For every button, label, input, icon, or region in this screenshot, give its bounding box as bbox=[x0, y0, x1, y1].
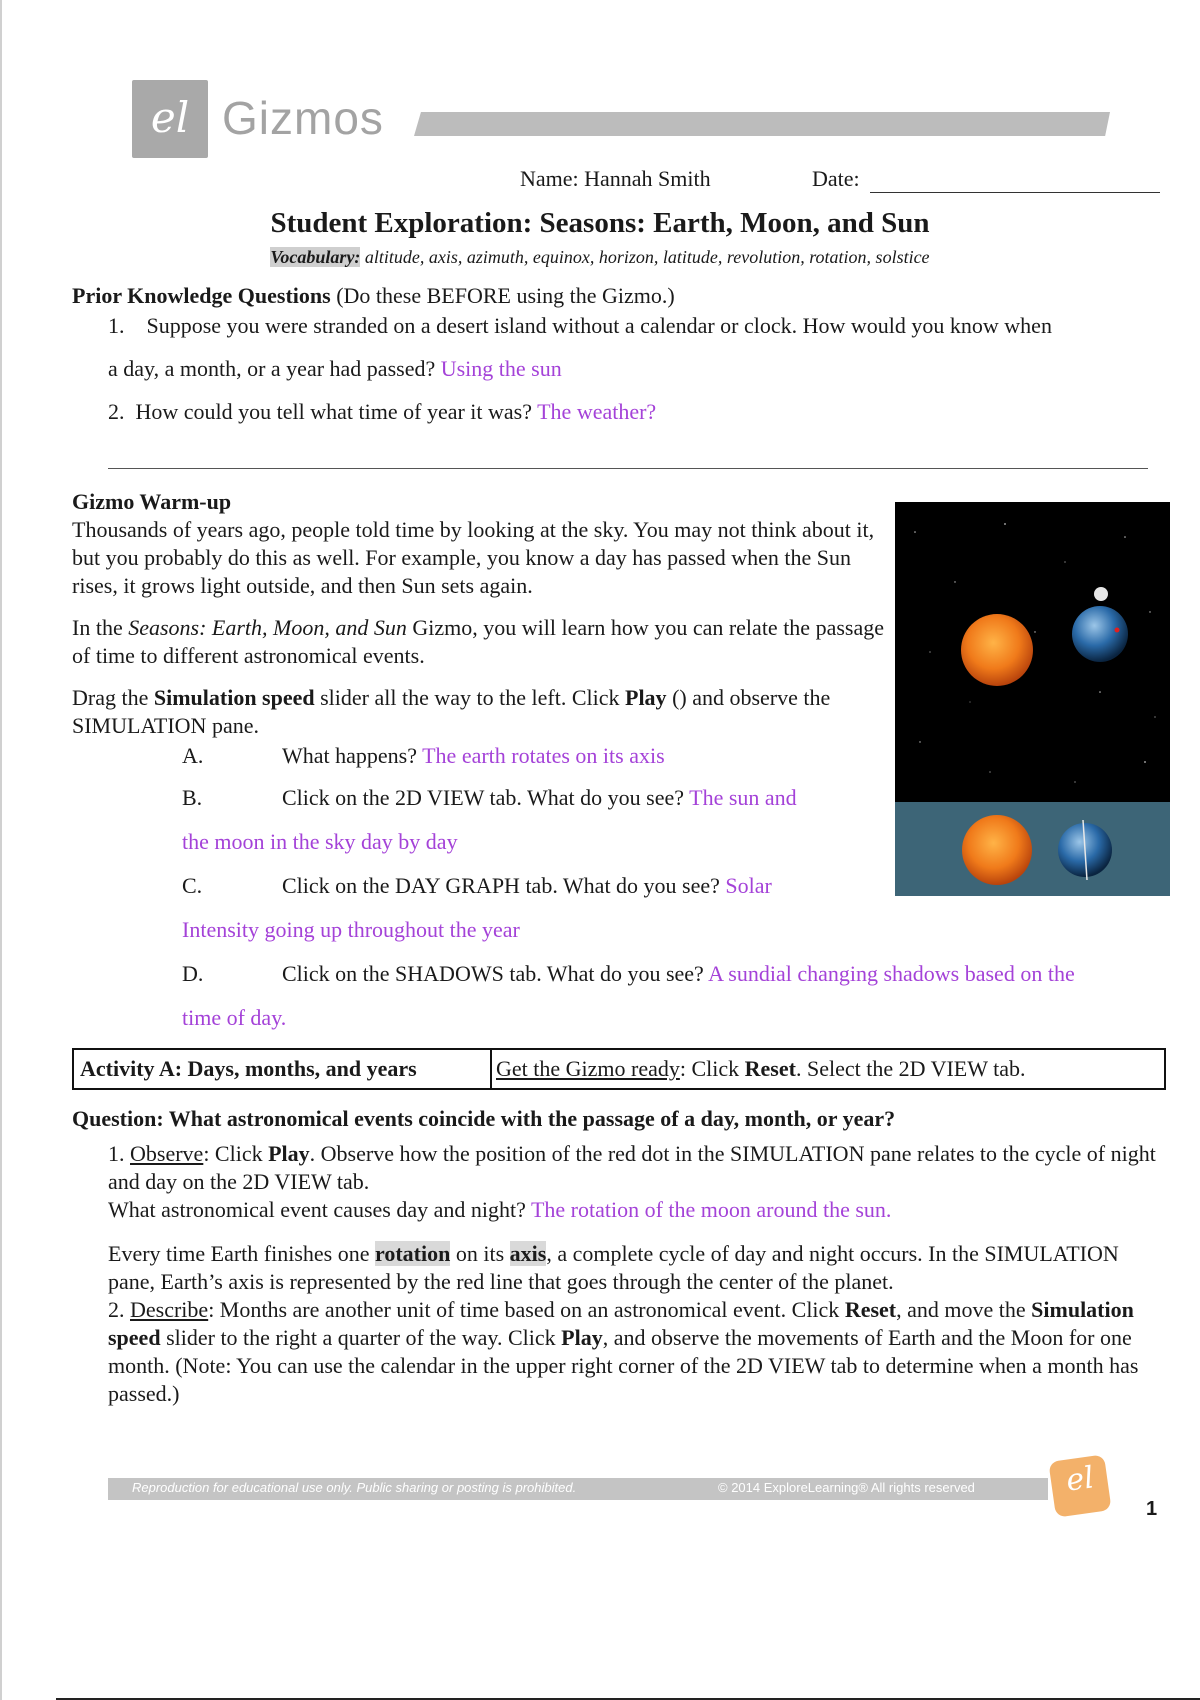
ready-label: Get the Gizmo ready bbox=[496, 1056, 680, 1081]
answer-text-cont[interactable]: the moon in the sky day by day bbox=[182, 829, 458, 854]
question-text: Click on the 2D VIEW tab. What do you see? bbox=[282, 785, 690, 810]
question-text: What happens? bbox=[282, 743, 423, 768]
simulation-image bbox=[895, 502, 1170, 896]
explorelearning-logo-icon: el bbox=[150, 93, 190, 142]
question-heading: Question: What astronomical events coincide with the passage of a day, month, or year? bbox=[72, 1106, 896, 1131]
answer-text[interactable]: A sundial changing shadows based on the bbox=[708, 961, 1075, 986]
warmup-question-a bbox=[282, 742, 665, 770]
question-text: Click on the SHADOWS tab. What do you see? bbox=[282, 961, 709, 986]
question-number: 1. bbox=[108, 1141, 130, 1166]
answer-text[interactable]: Solar bbox=[725, 873, 772, 898]
sun-icon bbox=[961, 614, 1033, 686]
observe-question bbox=[108, 1140, 1168, 1196]
warmup-paragraph-3 bbox=[72, 684, 892, 740]
warmup-question-a-letter: A. bbox=[182, 743, 204, 768]
warmup-heading: Gizmo Warm-up bbox=[72, 489, 232, 514]
warmup-question-d bbox=[282, 960, 1075, 988]
answer-text[interactable]: The sun and bbox=[689, 785, 797, 810]
answer-text[interactable]: The rotation of the moon around the sun. bbox=[530, 1197, 892, 1222]
text: Drag the bbox=[72, 685, 154, 710]
text: In the bbox=[72, 615, 129, 640]
question-text: Suppose you were stranded on a desert island without a calendar or clock. How would you know when bbox=[146, 313, 1052, 338]
observe-answer-line bbox=[108, 1196, 891, 1224]
activity-title: Activity A: Days, months, and years bbox=[80, 1056, 417, 1081]
warmup-question-c bbox=[282, 872, 772, 900]
question-text: What astronomical event causes day and night? bbox=[108, 1197, 531, 1222]
text: , and observe the movements of Earth and the Moon for one month. (Note: You can use the calendar in the upper right corner of the 2D VIEW tab to determine when a month has passed.) bbox=[108, 1325, 1139, 1406]
footer-logo-mark: el bbox=[1064, 1460, 1096, 1499]
vocabulary-label: Vocabulary: bbox=[270, 247, 361, 267]
warmup-question-b bbox=[282, 784, 797, 812]
activity-divider bbox=[490, 1048, 492, 1090]
text: : Click bbox=[679, 1056, 745, 1081]
sun-2d-icon bbox=[962, 815, 1032, 885]
page-number: 1 bbox=[1146, 1498, 1158, 1520]
vocabulary-line bbox=[0, 247, 1200, 268]
date-field-line[interactable] bbox=[870, 192, 1160, 193]
text: () and observe the SIMULATION pane. bbox=[72, 685, 831, 738]
question-number: 2. bbox=[108, 399, 125, 424]
activity-instructions bbox=[496, 1055, 1026, 1083]
header-bar bbox=[414, 112, 1110, 136]
question-text: Click on the DAY GRAPH tab. What do you see? bbox=[282, 873, 726, 898]
describe-label: Describe bbox=[130, 1297, 209, 1322]
text: slider all the way to the left. Click bbox=[314, 685, 625, 710]
describe-question bbox=[108, 1296, 1168, 1408]
gizmo-name: Seasons: Earth, Moon, and Sun bbox=[128, 615, 407, 640]
date-label: Date: bbox=[812, 166, 860, 191]
reset-label: Reset bbox=[744, 1056, 796, 1081]
earth-icon bbox=[1072, 606, 1128, 662]
footer-rights: © 2014 ExploreLearning® All rights reserved bbox=[718, 1480, 975, 1495]
axis-term: axis bbox=[509, 1241, 547, 1266]
text: , a complete cycle of day and night occurs. In the SIMULATION pane, Earth’s axis is represented by the red line that goes through the center of the planet. bbox=[108, 1241, 1119, 1294]
text: Gizmo, you will learn how you can relate the passage of time to different astronomical events. bbox=[72, 615, 884, 668]
student-name: Name: Hannah Smith bbox=[520, 166, 711, 191]
warmup-paragraph-2 bbox=[72, 614, 892, 670]
moon-icon bbox=[1094, 587, 1108, 601]
text: . Observe how the position of the red dot in the SIMULATION pane relates to the cycle of night and day on the 2D VIEW tab. bbox=[108, 1141, 1156, 1194]
question-text: a day, a month, or a year had passed? bbox=[108, 356, 441, 381]
gizmos-logo-text: Gizmos bbox=[222, 92, 384, 144]
prior-knowledge-title: Prior Knowledge Questions bbox=[72, 283, 331, 308]
text: Every time Earth finishes one bbox=[108, 1241, 375, 1266]
simulation-speed-label: Simulation speed bbox=[153, 685, 315, 710]
answer-text[interactable]: The weather? bbox=[537, 399, 657, 424]
rotation-paragraph bbox=[108, 1240, 1168, 1296]
footer-copyright-notice: Reproduction for educational use only. Public sharing or posting is prohibited. bbox=[132, 1480, 577, 1495]
prior-knowledge-heading bbox=[72, 282, 675, 310]
question-text: How could you tell what time of year it was? bbox=[135, 399, 538, 424]
answer-text-cont[interactable]: Intensity going up throughout the year bbox=[182, 917, 520, 942]
rotation-term: rotation bbox=[374, 1241, 451, 1266]
warmup-question-d-letter: D. bbox=[182, 961, 204, 986]
warmup-question-c-letter: C. bbox=[182, 873, 203, 898]
text: : Click bbox=[203, 1141, 269, 1166]
answer-text[interactable]: The earth rotates on its axis bbox=[422, 743, 665, 768]
prior-question-2 bbox=[108, 398, 656, 426]
ground-panel bbox=[895, 802, 1170, 896]
prior-knowledge-note: (Do these BEFORE using the Gizmo.) bbox=[330, 283, 675, 308]
vocabulary-terms: altitude, axis, azimuth, equinox, horizon, latitude, revolution, rotation, solstice bbox=[360, 247, 930, 267]
red-dot-icon bbox=[1115, 628, 1120, 633]
reset-label: Reset bbox=[844, 1297, 897, 1322]
prior-question-1-cont bbox=[108, 355, 562, 383]
text: . Select the 2D VIEW tab. bbox=[795, 1056, 1026, 1081]
text: on its bbox=[450, 1241, 510, 1266]
text: slider to the right a quarter of the way. Click bbox=[160, 1325, 562, 1350]
page-title: Student Exploration: Seasons: Earth, Moon, and Sun bbox=[270, 207, 930, 239]
warmup-paragraph-1: Thousands of years ago, people told time by looking at the sky. You may not think about it, but you probably do this as well. For example, you know a day has passed when the Sun rises, it grows light outside, and then Sun sets again. bbox=[72, 517, 875, 598]
play-label: Play bbox=[561, 1325, 603, 1350]
prior-question-1 bbox=[108, 312, 1168, 340]
answer-text[interactable]: Using the sun bbox=[440, 356, 562, 381]
observe-label: Observe bbox=[130, 1141, 204, 1166]
text: : Months are another unit of time based on an astronomical event. Click bbox=[208, 1297, 845, 1322]
answer-line bbox=[108, 468, 1148, 469]
simulation-speed-label: Simulation speed bbox=[108, 1297, 1134, 1350]
answer-text-cont[interactable]: time of day. bbox=[182, 1005, 287, 1030]
text: , and move the bbox=[896, 1297, 1032, 1322]
question-number: 2. bbox=[108, 1297, 130, 1322]
warmup-question-b-letter: B. bbox=[182, 785, 203, 810]
play-label: Play bbox=[268, 1141, 310, 1166]
play-label: Play bbox=[625, 685, 667, 710]
question-number: 1. bbox=[108, 313, 125, 338]
